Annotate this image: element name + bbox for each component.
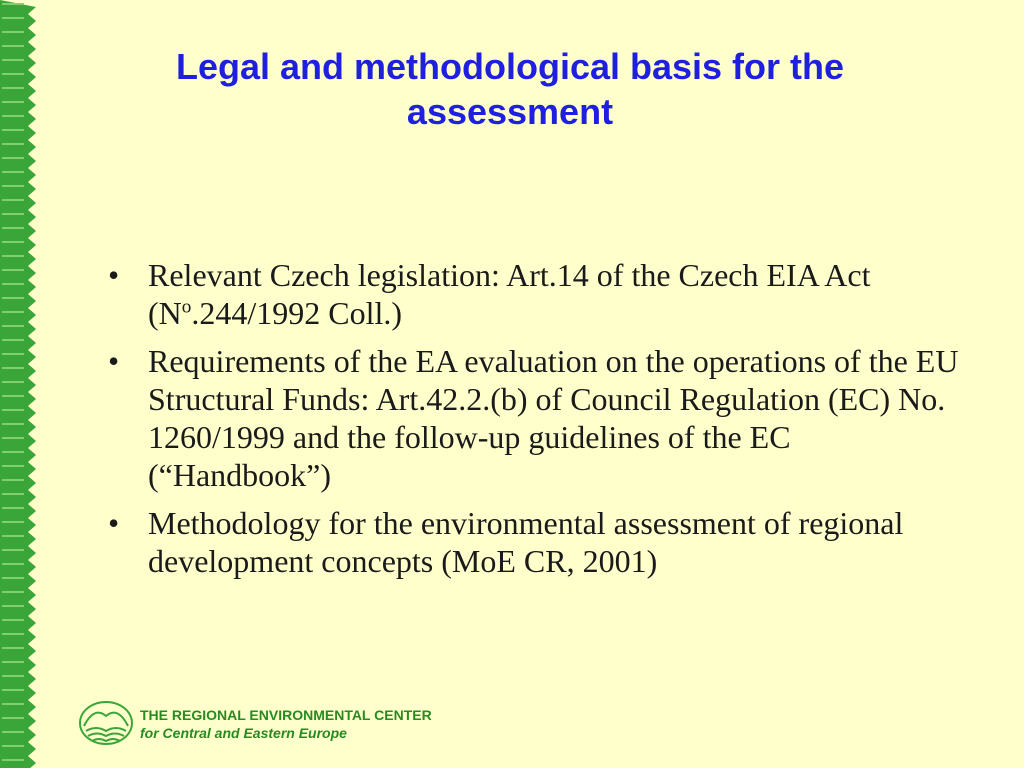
bullet-marker: • [108, 505, 120, 541]
bullet-list [108, 256, 968, 590]
bullet-text-1b: .244/1992 Coll.) [191, 295, 403, 331]
organization-subtitle: for Central and Eastern Europe [140, 725, 347, 741]
bullet-marker: • [108, 257, 120, 293]
zigzag-border-graphic [0, 0, 46, 768]
zigzag-border [0, 0, 46, 768]
rec-logo-graphic [76, 698, 136, 748]
bullet-marker: • [108, 343, 120, 379]
bullet-text-1-sup: o [181, 296, 192, 318]
bullet-item-2 [108, 342, 968, 494]
bullet-item-3 [108, 504, 968, 580]
rec-logo-icon [76, 698, 136, 748]
slide-title: Legal and methodological basis for the assessment [175, 46, 845, 132]
bullet-item-1 [108, 256, 968, 332]
bullet-text-3: Methodology for the environmental assessment of regional development concepts (MoE CR, 2001) [148, 505, 904, 579]
bullet-text-1a: Relevant Czech legislation: Art.14 of the Czech EIA Act (N [148, 257, 871, 331]
organization-block [140, 706, 432, 742]
bullet-text-2: Requirements of the EA evaluation on the operations of the EU Structural Funds: Art.42.2.(b) of Council Regulation (EC) No. 1260/1999 and the follow-up guidelines of the EC (“Handbook”) [148, 343, 959, 493]
organization-name: THE REGIONAL ENVIRONMENTAL CENTER [140, 707, 432, 723]
